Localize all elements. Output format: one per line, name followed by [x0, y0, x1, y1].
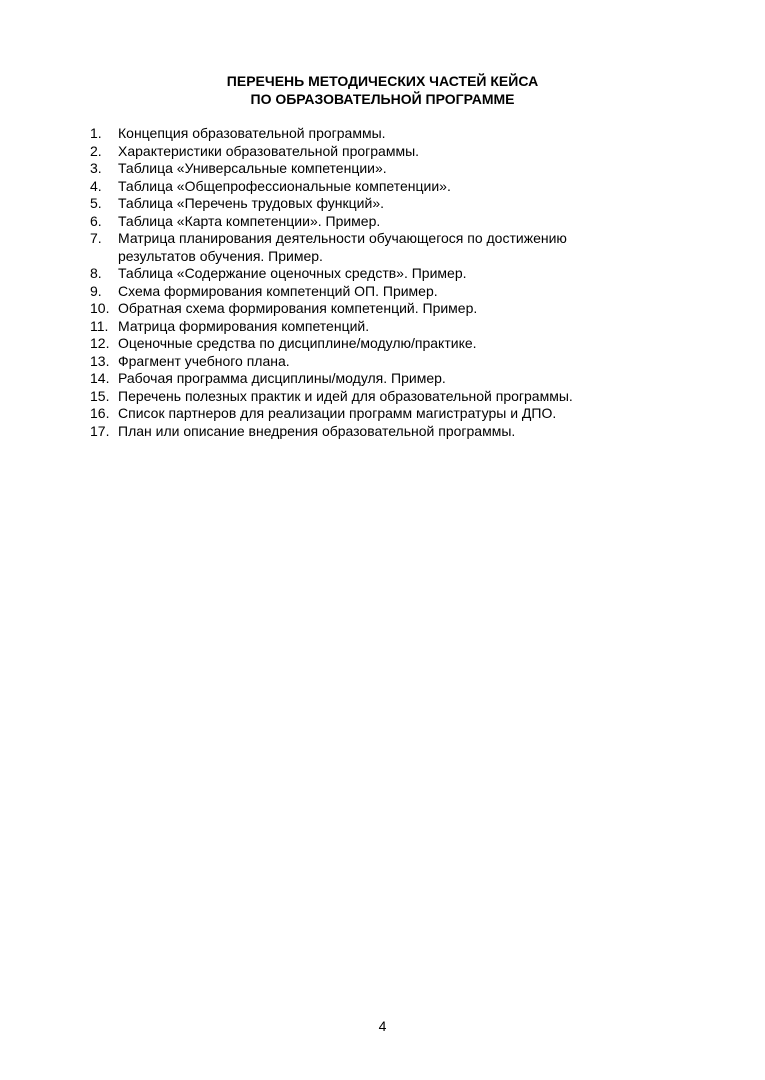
item-number: 9. — [90, 282, 102, 299]
page-number: 4 — [378, 1018, 387, 1034]
list-item — [90, 143, 690, 161]
item-number: 7. — [90, 230, 102, 246]
list-item — [90, 370, 690, 388]
item-text-continuation: результатов обучения. Пример. — [118, 247, 323, 264]
item-number: 1. — [90, 125, 102, 141]
item-number: 17. — [90, 422, 110, 439]
item-number: 2. — [90, 142, 102, 159]
item-text: Таблица «Содержание оценочных средств». Пример. — [118, 265, 467, 281]
list-item — [90, 335, 690, 353]
item-text: Таблица «Перечень трудовых функций». — [118, 195, 384, 211]
list-item — [90, 388, 690, 406]
item-number: 11. — [90, 317, 109, 334]
item-text: Список партнеров для реализации программ магистратуры и ДПО. — [118, 405, 557, 421]
item-number: 8. — [90, 265, 102, 281]
item-text: Матрица формирования компетенций. — [118, 317, 370, 334]
item-number: 3. — [90, 160, 102, 176]
list-item — [90, 160, 690, 178]
item-number: 14. — [90, 370, 110, 386]
item-text: Обратная схема формирования компетенций. Пример. — [118, 300, 478, 316]
item-text: Таблица «Универсальные компетенции». — [118, 160, 387, 176]
item-text: Концепция образовательной программы. — [118, 125, 386, 141]
item-text: Таблица «Общепрофессиональные компетенции». — [118, 177, 451, 194]
list-item — [90, 265, 690, 283]
item-number: 6. — [90, 212, 102, 229]
item-text: Перечень полезных практик и идей для образовательной программы. — [118, 387, 573, 404]
item-number: 15. — [90, 387, 110, 404]
list-item — [90, 405, 690, 423]
item-number: 16. — [90, 405, 110, 421]
title-line-1: ПЕРЕЧЕНЬ МЕТОДИЧЕСКИХ ЧАСТЕЙ КЕЙСА — [226, 73, 539, 89]
item-number: 5. — [90, 195, 102, 211]
item-text: Схема формирования компетенций ОП. Пример. — [118, 282, 438, 299]
list-item — [90, 195, 690, 213]
title-line-2: ПО ОБРАЗОВАТЕЛЬНОЙ ПРОГРАММЕ — [250, 91, 515, 107]
list-item — [90, 178, 690, 196]
item-text: Оценочные средства по дисциплине/модулю/практике. — [118, 335, 477, 351]
list-item — [90, 230, 690, 265]
item-text: Рабочая программа дисциплины/модуля. Пример. — [118, 370, 446, 386]
list-item — [90, 353, 690, 371]
item-number: 13. — [90, 352, 110, 369]
list-item — [90, 300, 690, 318]
item-text: Фрагмент учебного плана. — [118, 352, 290, 369]
list-item — [90, 423, 690, 441]
item-text: План или описание внедрения образовательной программы. — [118, 422, 516, 439]
list-item — [90, 283, 690, 301]
item-number: 4. — [90, 177, 102, 194]
list-item — [90, 213, 690, 231]
item-number: 10. — [90, 300, 110, 316]
contents-list — [90, 125, 690, 440]
item-text: Таблица «Карта компетенции». Пример. — [118, 212, 381, 229]
list-item — [90, 318, 690, 336]
list-item — [90, 125, 690, 143]
item-number: 12. — [90, 335, 110, 351]
item-text: Характеристики образовательной программы. — [118, 142, 420, 159]
item-text: Матрица планирования деятельности обучающегося по достижению — [118, 230, 567, 246]
document-title — [0, 72, 765, 108]
